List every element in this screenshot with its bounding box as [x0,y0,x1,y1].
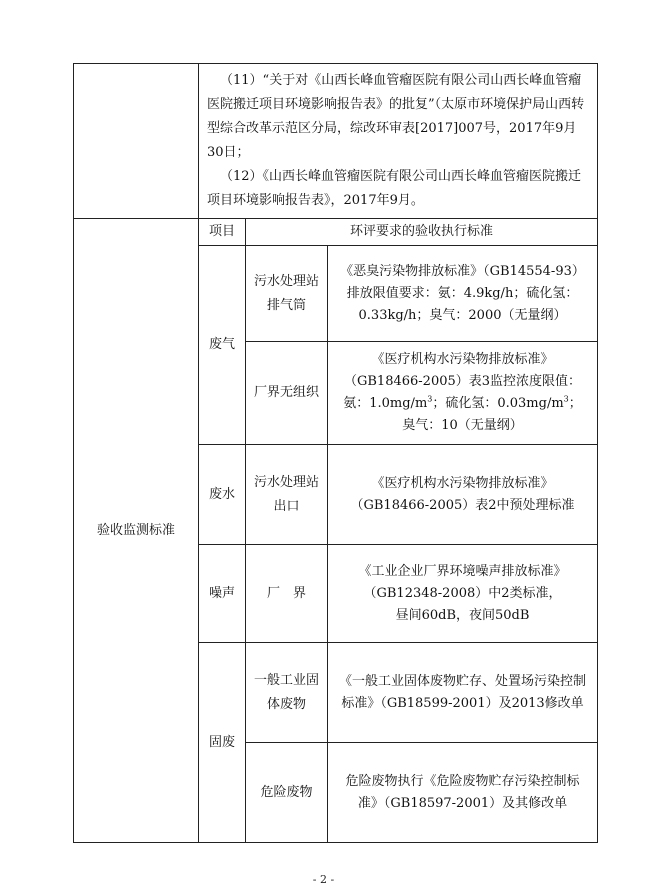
source-wastewater: 污水处理站 出口 [246,445,328,545]
page-number: - 2 - [312,873,335,886]
category-exhaust-gas: 废气 [199,246,246,445]
source-general-solid: 一般工业固 体废物 [246,643,328,743]
source-hazardous: 危险废物 [246,743,328,843]
references-empty-cell [74,64,199,219]
standard-general-solid: 《一般工业固体废物贮存、处置场污染控制 标准》（GB18599-2001）及2013修改单 [328,643,598,743]
category-noise: 噪声 [199,545,246,643]
category-wastewater: 废水 [199,445,246,545]
reference-item: （12）《山西长峰血管瘤医院有限公司山西长峰血管瘤医院搬迁项目环境影响报告表》，2017年9月。 [207,169,582,208]
references-cell [199,64,598,219]
standard-boundary: 《医疗机构水污染物排放标准》 （GB18466-2005）表3监控浓度限值： 氨：$1.0mg/m^3$；硫化氢：$0.03mg/m^3$； 臭气：10（无量纲） [328,342,598,445]
header-row [74,219,598,246]
standard-stack: 《恶臭污染物排放标准》（GB14554-93） 排放限值要求：氨：4.9kg/h；硫化氢： 0.33kg/h；臭气：2000（无量纲） [328,246,598,342]
reference-item: （11）“关于对《山西长峰血管瘤医院有限公司山西长峰血管瘤医院搬迁项目环境影响报告表》的批复”（太原市环境保护局山西转型综合改革示范区分局，综改环审表[2017]007号，2017年9月30日； [207,73,585,160]
source-stack: 污水处理站 排气筒 [246,246,328,342]
standard-hazardous: 危险废物执行《危险废物贮存污染控制标 准》（GB18597-2001）及其修改单 [328,743,598,843]
source-boundary: 厂界无组织 [246,342,328,445]
header-item: 项目 [199,219,246,246]
acceptance-standards-table [73,63,598,843]
references-row [74,64,598,219]
source-noise: 厂 界 [246,545,328,643]
header-standard: 环评要求的验收执行标准 [246,219,598,246]
category-solid-waste: 固废 [199,643,246,843]
standard-noise: 《工业企业厂界环境噪声排放标准》 （GB12348-2008）中2类标准， 昼间60dB，夜间50dB [328,545,598,643]
standard-wastewater: 《医疗机构水污染物排放标准》 （GB18466-2005）表2中预处理标准 [328,445,598,545]
section-label: 验收监测标准 [74,219,199,843]
